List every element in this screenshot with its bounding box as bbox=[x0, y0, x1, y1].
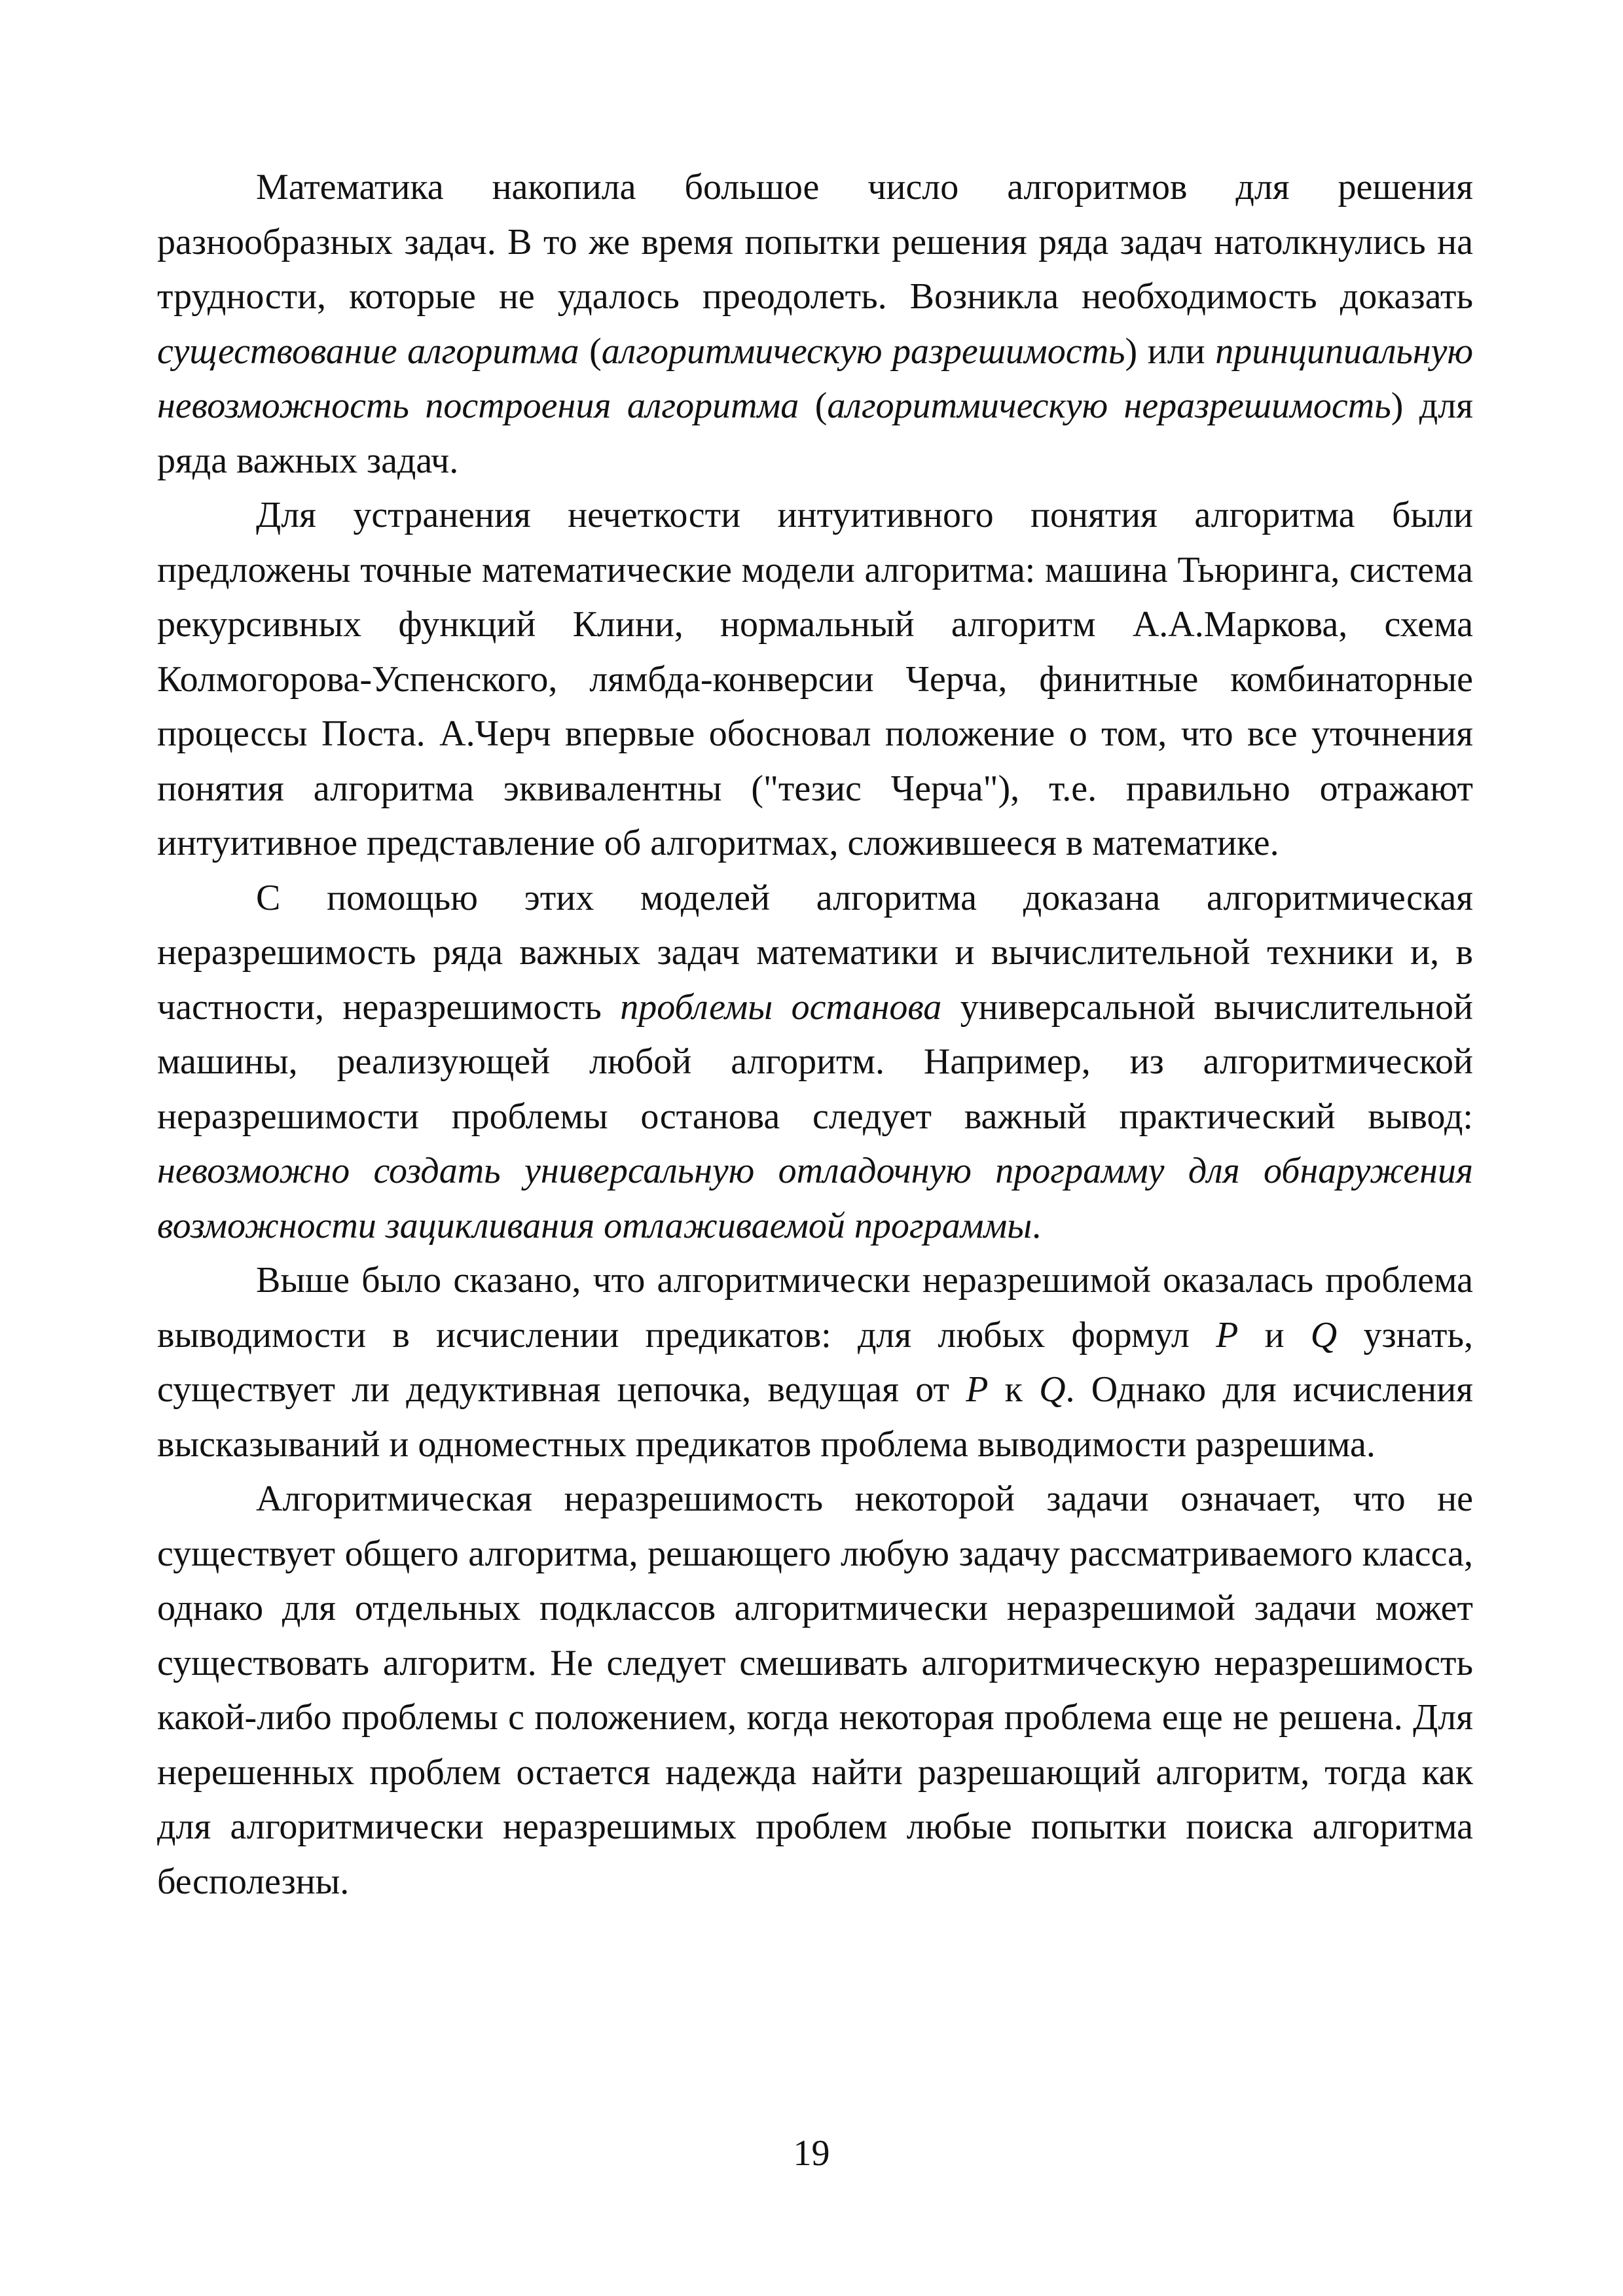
text-run: ) или bbox=[1125, 331, 1216, 372]
italic-term: существование алгоритма bbox=[157, 331, 579, 372]
text-run: С помощью этих моделей алгоритма доказана алгоритмическая неразрешимость ряда важных задач математики и вычислительной техники и, в частности, неразрешимость bbox=[157, 877, 1473, 1028]
text-run: Математика накопила большое число алгоритмов для решения разнообразных задач. В то же время попытки решения ряда задач натолкнулись на трудности, которые не удалось преодолеть. Возникла необходимость доказать bbox=[157, 167, 1473, 317]
text-run: к bbox=[988, 1369, 1040, 1410]
text-run: ( bbox=[799, 386, 828, 426]
text-run: Выше было сказано, что алгоритмически неразрешимой оказалась проблема выводимости в исчислении предикатов: для любых формул bbox=[157, 1260, 1473, 1355]
italic-term: невозможно создать универсальную отладочную программу для обнаружения возможности зацикливания отлаживаемой программы bbox=[157, 1151, 1473, 1246]
paragraph-3 bbox=[157, 871, 1473, 1254]
italic-term: алгоритмическую разрешимость bbox=[601, 331, 1125, 372]
text-run: . Однако для исчисления высказываний и одноместных предикатов проблема выводимости разрешима. bbox=[157, 1369, 1473, 1465]
paragraph-5 bbox=[157, 1472, 1473, 1909]
text-run: Алгоритмическая неразрешимость некоторой задачи означает, что не существует общего алгоритма, решающего любую задачу рассматриваемого класса, однако для отдельных подклассов алгоритмически неразрешимой задачи может существовать алгоритм. Не следует смешивать алгоритмическую неразрешимость какой-либо проблемы с положением, когда некоторая проблема еще не решена. Для нерешенных проблем остается надежда найти разрешающий алгоритм, тогда как для алгоритмически неразрешимых проблем любые попытки поиска алгоритма бесполезны. bbox=[157, 1479, 1473, 1902]
paragraph-1 bbox=[157, 160, 1473, 488]
text-run: узнать, существует ли дедуктивная цепочка, ведущая от bbox=[157, 1314, 1473, 1410]
italic-term: Q bbox=[1310, 1314, 1338, 1355]
paragraph-4 bbox=[157, 1253, 1473, 1472]
text-run: Для устранения нечеткости интуитивного понятия алгоритма были предложены точные математические модели алгоритма: машина Тьюринга, система рекурсивных функций Клини, нормальный алгоритм А.А.Маркова, схема Колмогорова-Успенского, лямбда-конверсии Черча, финитные комбинаторные процессы Поста. А.Черч впервые обосновал положение о том, что все уточнения понятия алгоритма эквивалентны ("тезис Черча"), т.е. правильно отражают интуитивное представление об алгоритмах, сложившееся в математике. bbox=[157, 495, 1473, 863]
italic-term: P bbox=[1216, 1314, 1239, 1355]
italic-term: Q bbox=[1039, 1369, 1066, 1410]
page-body bbox=[157, 160, 1473, 1909]
italic-term: алгоритмическую неразрешимость bbox=[827, 386, 1391, 426]
italic-term: проблемы останова bbox=[620, 986, 942, 1028]
paragraph-2 bbox=[157, 488, 1473, 871]
text-run: и bbox=[1238, 1314, 1311, 1355]
page-number: 19 bbox=[793, 2133, 830, 2174]
text-run: ( bbox=[579, 331, 602, 372]
italic-term: P bbox=[966, 1369, 989, 1410]
text-run: . bbox=[1032, 1205, 1042, 1246]
text-run: универсальной вычислительной машины, реализующей любой алгоритм. Например, из алгоритмической неразрешимости проблемы останова следует важный практический вывод: bbox=[157, 986, 1473, 1137]
text-run: ) для ряда важных задач. bbox=[157, 386, 1474, 481]
italic-term: принципиальную невозможность построения алгоритма bbox=[157, 331, 1473, 426]
